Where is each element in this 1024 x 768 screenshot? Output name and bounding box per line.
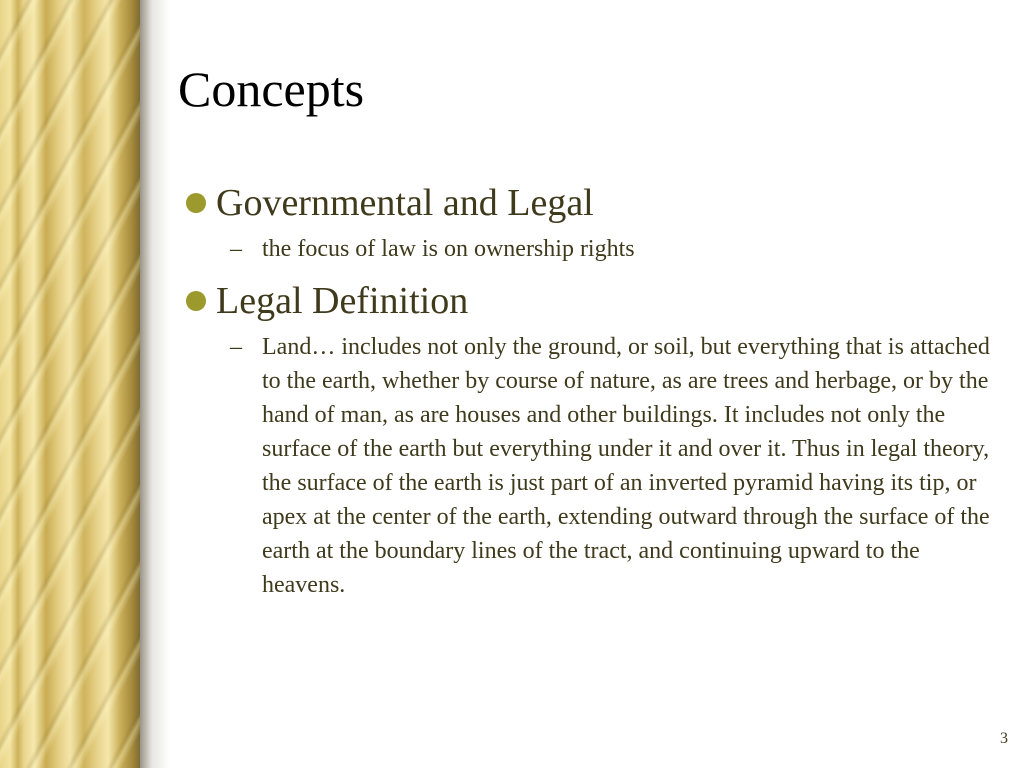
column-shadow xyxy=(140,0,170,768)
sub-bullet-item xyxy=(184,330,1004,602)
page-number: 3 xyxy=(1000,730,1008,747)
sub-bullet-text: Land… includes not only the ground, or soil, but everything that is attached to the earth, whether by course of nature, as are trees and herbage, or by the hand of man, as are houses and other buildings. It includes not only the surface of the earth but everything under it and over it. Thus in legal theory, the surface of the earth is just part of an inverted pyramid having its tip, or apex at the center of the earth, extending outward through the surface of the earth at the boundary lines of the tract, and continuing upward to the heavens. xyxy=(262,334,990,598)
bullet-item xyxy=(184,180,1004,226)
sub-bullet-text: the focus of law is on ownership rights xyxy=(262,236,635,262)
decorative-gold-column xyxy=(0,0,140,768)
bullet-item xyxy=(184,278,1004,324)
bullet-text: Legal Definition xyxy=(216,280,469,322)
bullet-dot-icon xyxy=(186,291,206,311)
bullet-text: Governmental and Legal xyxy=(216,182,594,224)
dash-icon: – xyxy=(230,334,242,360)
slide-content xyxy=(184,180,1004,602)
slide-title: Concepts xyxy=(178,61,365,117)
bullet-dot-icon xyxy=(186,193,206,213)
sub-bullet-item xyxy=(184,232,1004,266)
dash-icon: – xyxy=(230,236,242,262)
